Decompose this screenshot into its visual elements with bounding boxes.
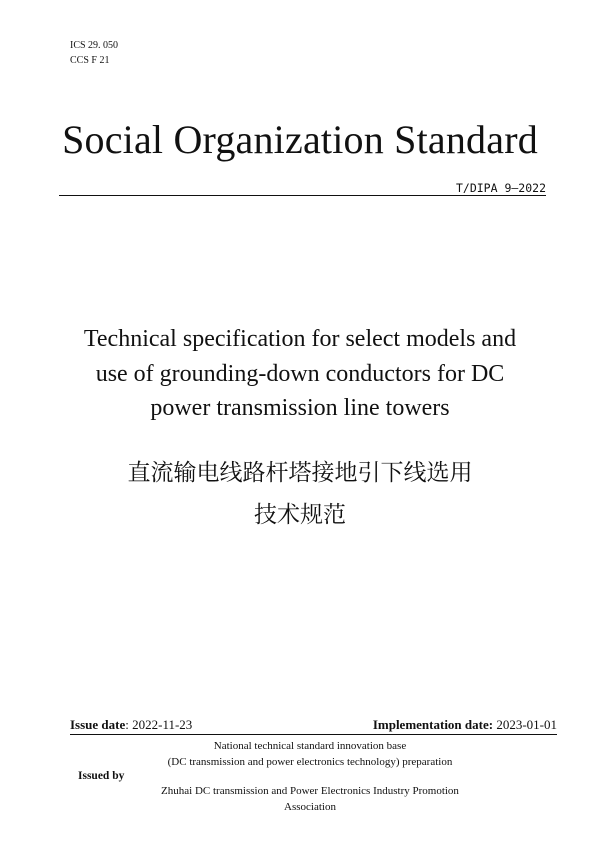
implementation-date-value: 2023-01-01 [493, 717, 557, 732]
preparer-line-1: National technical standard innovation base [213, 740, 407, 752]
document-type-title: Social Organization Standard [62, 117, 538, 162]
chinese-title [0, 452, 600, 536]
english-title [0, 322, 600, 426]
footer-divider [70, 734, 557, 735]
english-title-line-3: power transmission line towers [150, 395, 450, 421]
implementation-date-label: Implementation date: [372, 717, 494, 732]
implementation-date [373, 717, 557, 733]
issued-by-label: Issued by [78, 770, 125, 782]
issue-date-label: Issue date [70, 717, 126, 732]
issuer-line-1: Zhuhai DC transmission and Power Electronics Industry Promotion [161, 785, 459, 797]
classification-codes [70, 38, 118, 68]
issuer-line-2: Association [284, 800, 336, 813]
english-title-line-2: use of grounding-down conductors for DC [95, 360, 505, 387]
ccs-code: CCS F 21 [70, 55, 110, 66]
preparer-line-2: (DC transmission and power electronics technology) preparation [167, 755, 453, 768]
ics-code: ICS 29. 050 [70, 40, 119, 51]
issue-date-value: : 2022-11-23 [125, 717, 193, 732]
standard-number: T/DIPA 9—2022 [455, 181, 546, 195]
issue-date [70, 717, 192, 733]
chinese-title-line-2: 技术规范 [254, 502, 346, 528]
english-title-line-1: Technical specification for select models and [83, 326, 517, 352]
title-divider [59, 195, 546, 196]
chinese-title-line-1: 直流输电线路杆塔接地引下线选用 [127, 460, 473, 486]
